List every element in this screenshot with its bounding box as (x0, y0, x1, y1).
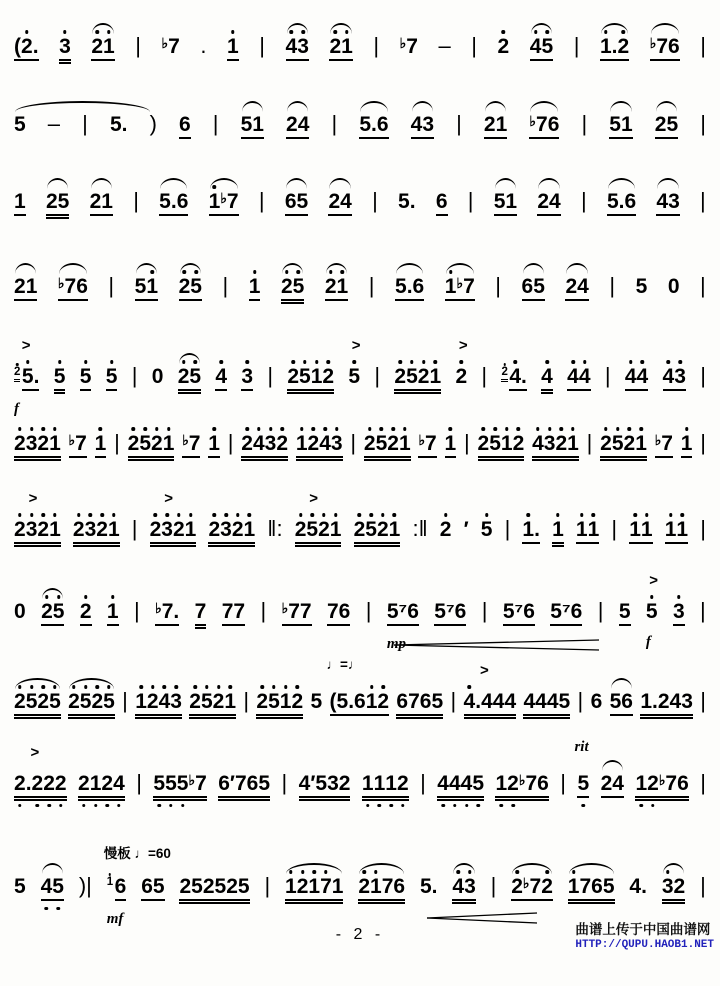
note-token: 44 (624, 365, 649, 391)
notation-line (13, 846, 707, 928)
slur-arc (611, 678, 632, 689)
note-token: 12171 (284, 875, 344, 901)
note-token: | (700, 188, 706, 213)
watermark-url: HTTP://QUPU.HAOB1.NET (575, 938, 714, 951)
slur-arc (538, 178, 559, 189)
note-token: | (481, 598, 488, 623)
note-token: 1 (680, 432, 694, 458)
note-token: 2321 > (13, 518, 62, 544)
note-token: | (131, 516, 138, 541)
note-token: 5 (480, 518, 493, 541)
slur-arc (282, 263, 303, 274)
note-token: | (700, 770, 706, 795)
note-token: | (420, 770, 426, 795)
slur-arc (359, 863, 404, 874)
note-token: | (222, 273, 229, 298)
dynamic-mark: mp (386, 636, 407, 653)
note-token: (2. (13, 35, 40, 61)
note-token: 1765 (567, 875, 616, 901)
note-token: 6 (590, 690, 603, 713)
note-token: ♭7 (68, 432, 88, 458)
accent-mark: > (30, 744, 40, 761)
note-token: 2321 (13, 432, 62, 458)
note-token: 5 (105, 365, 119, 391)
notation-line (13, 273, 707, 301)
note-token: 1 (207, 432, 221, 458)
note-token: | (597, 598, 604, 623)
watermark (575, 922, 714, 953)
note-token: | (456, 111, 462, 136)
note-token: | (604, 363, 611, 388)
accent-mark: > (309, 490, 319, 507)
note-token: 51 (608, 113, 633, 139)
note-token: 43 (662, 365, 687, 391)
note-token: | (136, 770, 142, 795)
note-token: 65 (284, 190, 309, 216)
note-token: 2512 (286, 365, 335, 391)
note-token: 5 (618, 600, 632, 626)
note-token: 25 (40, 600, 65, 626)
notation-line (13, 111, 707, 139)
note-token: 21 (90, 35, 115, 61)
note-token: | (700, 430, 706, 455)
note-token: 5 > (348, 337, 361, 388)
note-token: | (700, 516, 706, 541)
note-token: 5⁷6 (549, 600, 583, 626)
note-token: 51 (134, 275, 159, 301)
note-token: 65 (521, 275, 546, 301)
crescendo-hairpin (427, 912, 537, 924)
note-token: 5.6 (606, 190, 637, 216)
note-token: | (243, 688, 250, 713)
note-token: 2 (79, 600, 93, 626)
notation-line (13, 572, 707, 653)
note-token: | (700, 363, 706, 388)
note-token: ♭76 (528, 113, 560, 139)
accent-mark: > (480, 662, 489, 679)
note-token: 5. (419, 875, 439, 899)
slur-arc (59, 263, 87, 274)
note-token: 21 (483, 113, 508, 139)
note-token: 252525 (178, 875, 250, 901)
note-token: 44 (566, 365, 591, 391)
slur-arc (330, 23, 351, 34)
note-token: 1 (13, 190, 27, 216)
note-token: | (258, 188, 265, 213)
note-token: 2521 (353, 518, 402, 544)
note-token: . (200, 33, 207, 58)
note-token: 5⁷6 (433, 600, 467, 626)
slur-arc (656, 101, 677, 112)
note-token: ♭7. (154, 600, 180, 626)
note-token: 5. (109, 113, 128, 136)
slur-arc (42, 863, 63, 874)
note-token: 2521 (599, 432, 648, 458)
note-token: 25 (654, 113, 679, 139)
note-token: 0 (14, 600, 26, 623)
note-token: | (259, 33, 265, 58)
note-token: 1 (106, 600, 120, 626)
note-token: 25 (45, 190, 70, 216)
note-token: 4445 (522, 690, 571, 716)
slur-arc (15, 263, 36, 274)
note-token: 4. (629, 875, 647, 898)
note-token: 7 (194, 600, 208, 626)
note-token: 5⁷6 (502, 600, 536, 626)
note-token: | (700, 33, 706, 58)
note-token: 21 (89, 190, 114, 216)
note-token: 21 (328, 35, 353, 61)
note-token: | (108, 273, 115, 298)
note-token: 1♭7 (444, 275, 476, 301)
slur-arc (287, 101, 308, 112)
note-token: | (450, 688, 457, 713)
note-token: 2 > (455, 337, 468, 388)
note-token: | (700, 598, 706, 623)
note-token: 1♭7 (208, 190, 240, 216)
note-token: | (135, 33, 141, 58)
note-token: 24 (327, 190, 352, 216)
note-token: | (260, 598, 267, 623)
note-token: 24 (564, 275, 589, 301)
note-token: 11 (628, 518, 653, 544)
note-token: 2512 (255, 690, 304, 716)
note-token: 3 (240, 365, 254, 391)
note-token: | (368, 273, 375, 298)
note-token: | (372, 188, 378, 213)
note-token: ♭77 (281, 600, 313, 626)
notation-line (13, 33, 707, 61)
note-token: | (114, 430, 120, 455)
note-token: 5 (53, 365, 67, 391)
note-token: 5 (14, 875, 26, 898)
accent-mark: > (164, 490, 173, 507)
note-token: | (373, 33, 380, 58)
note-token: 2321 (207, 518, 256, 544)
note-token: 1243 (134, 690, 183, 716)
tempo-annotation: rit (574, 739, 589, 755)
note-token: | (560, 770, 567, 795)
grace-note: 1 (106, 876, 114, 888)
note-token: 56 (609, 690, 634, 716)
note-token: 76 (326, 600, 351, 626)
note-token: 5. (398, 190, 416, 213)
note-token: 2525 (67, 690, 116, 716)
page-number: - 2 - (335, 926, 385, 943)
note-token: 65 (140, 875, 165, 901)
note-token: 1 (226, 35, 240, 61)
slur-arc (210, 178, 238, 189)
note-token: 5 (635, 275, 648, 298)
note-token: – (438, 33, 451, 58)
notation-line (13, 657, 707, 716)
slur-arc (329, 178, 350, 189)
slur-arc (15, 678, 60, 689)
note-token: 25 (178, 275, 203, 301)
note-token: | (586, 430, 593, 455)
note-token: 51 (493, 190, 518, 216)
note-token: 6′765 (217, 772, 271, 798)
slur-arc (566, 263, 587, 274)
note-token: | (577, 688, 584, 713)
note-token: 43 (655, 190, 680, 216)
note-token: 4.444 > (463, 690, 518, 716)
note-token: | (464, 430, 470, 455)
note-token: | (481, 363, 488, 388)
slur-arc (602, 760, 623, 771)
note-token: 6765 (395, 690, 444, 716)
note-token: 2.222 > (13, 772, 68, 798)
note-token: 2 (497, 35, 510, 58)
slur-arc (495, 178, 516, 189)
accent-mark: > (458, 337, 468, 354)
note-token: 6 (178, 113, 192, 139)
note-token: 24 (600, 772, 625, 798)
note-token: 1112 (361, 772, 410, 798)
note-token: 4 (540, 365, 554, 391)
note-token: 2521 (127, 432, 176, 458)
note-token: 0 (667, 275, 680, 298)
note-token: 11 (575, 518, 600, 544)
note-token: ♭7 (417, 432, 437, 458)
watermark-text: 曲谱上传于中国曲谱网 (575, 922, 711, 937)
accent-mark: > (21, 337, 31, 354)
note-token: 77 (221, 600, 246, 626)
note-token: 2124 (77, 772, 126, 798)
notation-line (13, 430, 707, 458)
note-token: | (700, 273, 706, 298)
slur-arc (287, 23, 308, 34)
note-token: ) (149, 111, 157, 136)
note-token: 12♭76 (634, 772, 689, 798)
note-token: 2521 > (294, 518, 343, 544)
note-token: 1 (551, 518, 565, 544)
note-token: 5⁷6 mp (386, 600, 420, 626)
slur-arc (531, 23, 552, 34)
note-token: | (490, 873, 497, 898)
slur-arc (91, 178, 112, 189)
notation-line (13, 337, 707, 418)
slur-arc (446, 263, 474, 274)
note-token: | (281, 770, 288, 795)
note-token: 45 (40, 875, 65, 901)
slur-arc (523, 263, 544, 274)
note-token: :‖ (412, 516, 428, 541)
note-token: ′ (463, 518, 469, 541)
dynamic-mark: f (645, 634, 651, 651)
note-token: 1243 (295, 432, 344, 458)
slur-arc (242, 101, 263, 112)
note-token: | (495, 273, 501, 298)
note-token: 4321 (531, 432, 580, 458)
note-token: ♭7 (161, 35, 180, 58)
note-token: 0 (151, 365, 164, 388)
note-token: 2176 (357, 875, 406, 901)
note-token: 16 慢板 ♩=60 mf (106, 875, 128, 901)
note-token: 3 (672, 600, 686, 626)
slur-arc (160, 178, 187, 189)
slur-arc (47, 178, 68, 189)
accent-mark: > (28, 490, 38, 507)
note-token: 21 (324, 275, 349, 301)
dynamic-mark: mf (106, 911, 124, 928)
slur-arc (136, 263, 157, 274)
note-token: | (350, 430, 357, 455)
note-token: 4′532 (298, 772, 352, 798)
note-token: | (365, 598, 372, 623)
note-token: | (581, 111, 588, 136)
tempo-annotation: 慢板 ♩=60 (103, 846, 171, 861)
note-token: 43 (285, 35, 310, 61)
note-token: 2521 (188, 690, 237, 716)
note-token: 2321 (72, 518, 121, 544)
note-token: 2521 (363, 432, 412, 458)
note-token: | (227, 430, 234, 455)
note-token: 43 (410, 113, 435, 139)
note-token: | (573, 33, 580, 58)
note-token: 11 (664, 518, 689, 544)
dynamic-mark: f (14, 401, 19, 418)
note-token: 2525 (13, 690, 62, 716)
note-token: – (47, 111, 61, 136)
note-token: | (264, 873, 271, 898)
note-token: 51 (240, 113, 265, 139)
slur-arc (179, 353, 200, 364)
note-token: 5 (79, 365, 93, 391)
note-token: 5 > f (645, 572, 659, 651)
note-token: 555♭7 (152, 772, 207, 798)
note-token: ‖: (267, 516, 283, 541)
slur-arc (360, 101, 387, 112)
note-token: | (611, 516, 618, 541)
note-token: 21 (13, 275, 38, 301)
note-token: 43 (451, 875, 476, 901)
grace-note: 2 (501, 367, 507, 382)
notation-line (13, 490, 707, 544)
slur-arc (601, 23, 628, 34)
notation-line (13, 188, 707, 216)
note-token: 2321 > (149, 518, 198, 544)
note-token: 24 (285, 113, 310, 139)
note-token: | (700, 111, 706, 136)
slur-arc (569, 863, 614, 874)
note-token: 1. (521, 518, 541, 544)
note-token: 25. > f (14, 337, 40, 418)
accent-mark: > (649, 572, 659, 589)
slur-arc (663, 863, 684, 874)
note-token: 2♭72 (510, 875, 554, 901)
note-token: 5 rit (576, 772, 590, 798)
note-token: | (504, 516, 511, 541)
slur-arc (412, 101, 433, 112)
note-token: 5.6 (394, 275, 425, 301)
slur-arc (180, 263, 201, 274)
note-token: 5 (310, 690, 323, 713)
note-token: 1 (94, 432, 108, 458)
tempo-annotation: ♩=♩ (326, 657, 362, 672)
slur-arc (92, 23, 113, 34)
note-token: 2512 (477, 432, 526, 458)
note-token: ♭7 (181, 432, 201, 458)
note-token: ♭76 (649, 35, 681, 61)
note-token: 12♭76 (494, 772, 549, 798)
note-token: 32 (661, 875, 686, 901)
note-token: 6 (435, 190, 449, 216)
note-token: 45 (529, 35, 554, 61)
slur-arc (512, 863, 552, 874)
note-token: | (267, 363, 274, 388)
note-token: | (134, 598, 140, 623)
note-token: 1.2 (599, 35, 630, 61)
note-token: 5 (13, 113, 27, 137)
note-token: | (700, 873, 706, 898)
accent-mark: > (351, 337, 361, 354)
note-token: | (82, 111, 88, 136)
note-token: 5.6 (358, 113, 389, 139)
note-token: 25 (177, 365, 202, 391)
slur-arc (651, 23, 679, 34)
note-token: | (700, 688, 706, 713)
note-token: 24. (500, 365, 527, 391)
slur-arc (530, 101, 558, 112)
note-token: | (331, 111, 338, 136)
note-token: | (609, 273, 616, 298)
note-token: 5.6 (158, 190, 189, 216)
crescendo-hairpin (394, 639, 599, 651)
grace-note: 2 (14, 367, 20, 382)
note-token: | (471, 33, 477, 58)
note-token: 4445 (436, 772, 485, 798)
slur-arc (42, 588, 63, 599)
note-token: 2432 (240, 432, 289, 458)
slur-arc (608, 178, 635, 189)
slur-arc (610, 101, 631, 112)
slur-arc (69, 678, 114, 689)
slur-arc (485, 101, 506, 112)
notation-line (13, 739, 707, 798)
note-token: 1.243 (639, 690, 694, 716)
note-token: ♭76 (57, 275, 89, 301)
note-token: 4 (214, 365, 228, 391)
note-token: 1 (444, 432, 458, 458)
slur-arc (657, 178, 678, 189)
note-token: )| (78, 873, 92, 898)
note-token: 2521 (393, 365, 442, 391)
slur-arc (396, 263, 423, 274)
slur-arc (326, 263, 347, 274)
note-token: 3 (58, 35, 72, 61)
slur-arc (453, 863, 474, 874)
note-token: | (374, 363, 381, 388)
note-token: | (467, 188, 474, 213)
note-token: 24 (536, 190, 561, 216)
note-token: 1 (248, 275, 262, 301)
slur-arc (286, 178, 307, 189)
note-token: | (131, 363, 138, 388)
note-token: | (133, 188, 139, 213)
note-token: | (122, 688, 128, 713)
note-token: ♭7 (654, 432, 674, 458)
note-token: | (212, 111, 219, 136)
note-token: | (580, 188, 587, 213)
slur-arc (286, 863, 342, 874)
note-token: ♭7 (399, 35, 418, 58)
note-token: 2 (439, 518, 452, 541)
note-token: (5.612 ♩=♩ (329, 690, 391, 716)
note-token: 25 (280, 275, 305, 301)
